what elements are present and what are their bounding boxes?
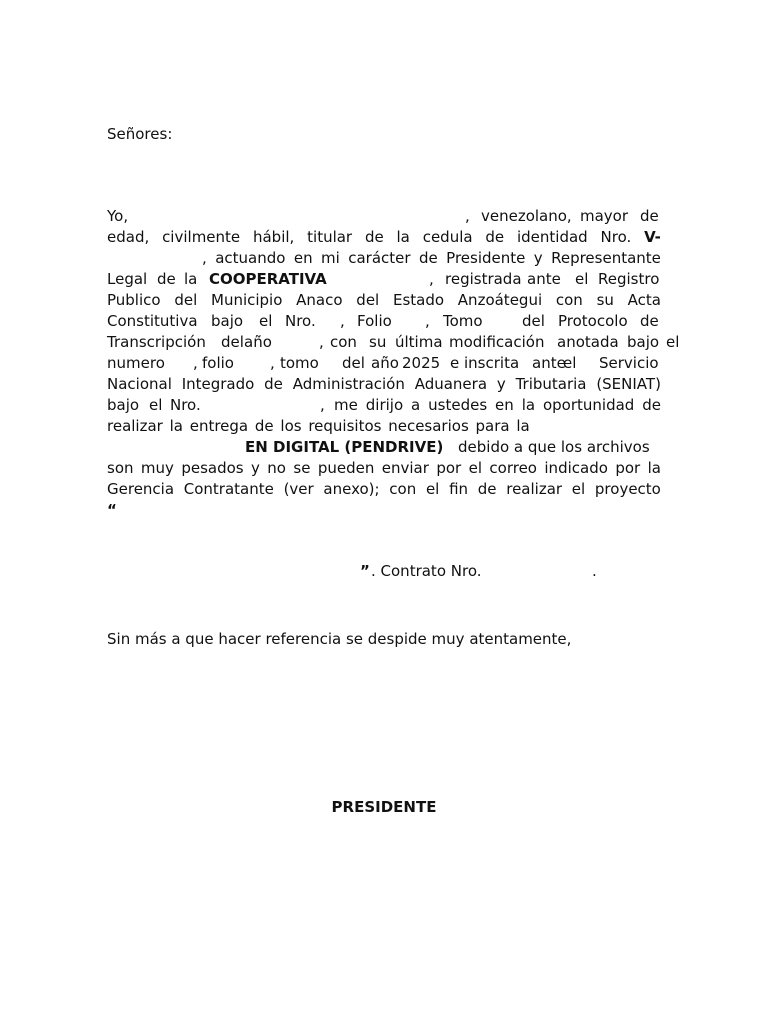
close-quote: ” [360,562,370,580]
body-line-5: Publico del Municipio Anaco del Estado Anzoátegui con su Acta [107,291,661,309]
body-line-6: Constitutiva bajo el Nro. , Folio , Tomo del Protocolo de [107,312,659,330]
contract-number-label: . Contrato Nro. [371,562,482,580]
body-line-11: realizar la entrega de los requisitos necesarios para la [107,417,530,435]
body-line-3: , actuando en mi carácter de Presidente y Representante [202,249,661,267]
closing-line: Sin más a que hacer referencia se despide muy atentamente, [107,630,572,648]
body-line-1: Yo, , venezolano, mayor de [107,207,659,225]
digital-pendrive-label: EN DIGITAL (PENDRIVE) [245,438,444,456]
body-line-4: Legal de la COOPERATIVA , registrada ante el Registro [107,270,660,288]
body-line-14: Gerencia Contratante (ver anexo); con el fin de realizar el proyecto [107,480,661,498]
body-line-8: numero , folio , tomo del año 2025 e inscrita ante el Servicio [107,354,659,372]
cooperative-label: COOPERATIVA [209,270,327,288]
open-quote: “ [107,501,117,519]
contract-period: . [592,562,597,580]
body-line-2: edad, civilmente hábil, titular de la cedula de identidad Nro. V- [107,228,661,246]
salutation: Señores: [107,125,173,143]
body-line-9: Nacional Integrado de Administración Aduanera y Tributaria (SENIAT) [107,375,661,393]
body-line-10: bajo el Nro. , me dirijo a ustedes en la oportunidad de [107,396,661,414]
contract-line [107,561,661,582]
signature-title: PRESIDENTE [331,798,437,816]
body-line-7: Transcripción del año , con su última modificación anotada bajo el [107,333,680,351]
body-line-13: son muy pesados y no se pueden enviar por el correo indicado por la [107,459,661,477]
body-line-12: EN DIGITAL (PENDRIVE) debido a que los archivos [245,438,650,456]
body-line-15 [107,500,661,521]
